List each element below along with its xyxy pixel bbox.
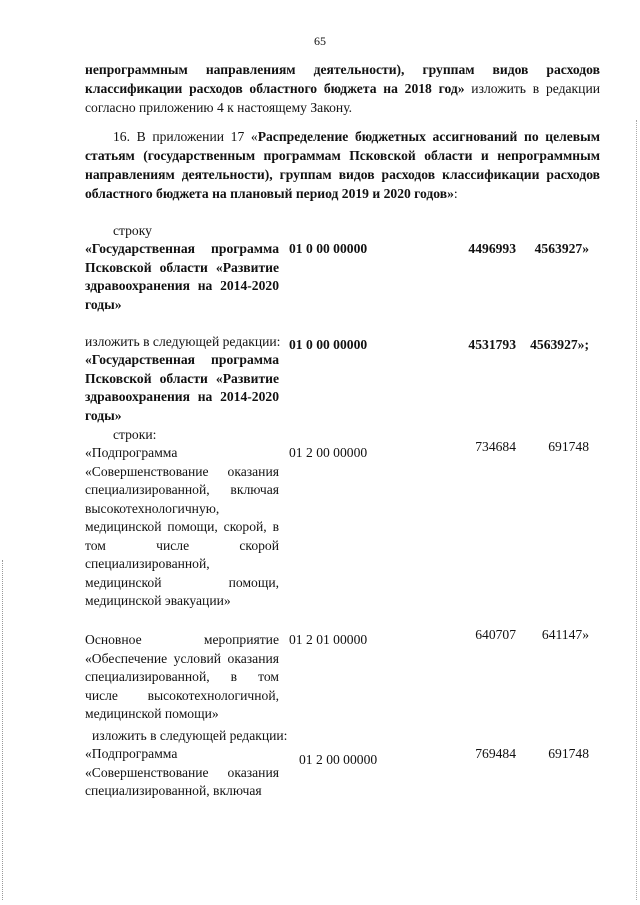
row-code-program-new: 01 0 00 00000 [289, 337, 368, 352]
intro-paragraph [85, 60, 600, 117]
row-value-2019-main-activity-old: 640707 [475, 627, 516, 642]
paragraph-16-tail: : [453, 186, 458, 201]
row-name-program-old: «Государственная программа Псковской области «Развитие здравоохранения на 2014-2020 годы» [85, 241, 279, 312]
paragraph-16-lead: 16. В приложении 17 « [113, 129, 258, 144]
row-code-subprogram-new: 01 2 00 00000 [299, 752, 378, 767]
intro-rest-text: изложить в редакции согласно приложению 4 к настоящему Закону. [85, 81, 600, 115]
label-new-edition-2: изложить в следующей редакции: [92, 728, 288, 743]
row-value-2020-program-new: 4563927»; [530, 337, 589, 352]
scan-edge-right [636, 120, 638, 900]
row-name-main-activity-old: Основное мероприятие «Обеспечение условий оказания специализированной, в том числе высокотехнологичной, медицинской помощи» [85, 632, 279, 721]
intro-bold-text: непрограммным направлениям деятельности), группам видов расходов классификации расходов областного бюджета на 2018 год» [85, 62, 600, 96]
scan-edge-left [2, 560, 4, 900]
label-rows-plural: строки: [113, 427, 157, 442]
row-code-subprogram-old: 01 2 00 00000 [289, 445, 368, 460]
row-value-2019-program-old: 4496993 [468, 241, 516, 256]
label-row-single: строку [113, 223, 152, 238]
row-value-2020-subprogram-old: 691748 [548, 439, 589, 454]
row-name-subprogram-new: «Подпрограмма «Совершенствование оказания специализированной, включая [85, 746, 279, 798]
row-code-program-old: 01 0 00 00000 [289, 241, 368, 256]
row-code-main-activity-old: 01 2 01 00000 [289, 632, 368, 647]
paragraph-16-bold: Распределение бюджетных ассигнований по целевым статьям (государственным программам Псковской области и непрограммным направлениям деятельности), группам видов расходов классификации расходов областного бюджета на плановый период 2019 и 2020 годов» [85, 129, 600, 201]
row-value-2019-subprogram-new: 769484 [475, 746, 516, 761]
row-value-2020-program-old: 4563927» [534, 241, 589, 256]
row-value-2020-main-activity-old: 641147» [541, 627, 589, 642]
row-value-2020-subprogram-new: 691748 [548, 746, 589, 761]
row-value-2019-program-new: 4531793 [468, 337, 516, 352]
label-new-edition-1: изложить в следующей редакции: [85, 334, 281, 349]
row-name-subprogram-old: «Подпрограмма «Совершенствование оказания специализированной, включая высокотехнологичную, медицинской помощи, скорой, в том числе скорой специализированной, медицинской помощи, медицинской эвакуации» [85, 445, 279, 608]
row-name-program-new: «Государственная программа Псковской области «Развитие здравоохранения на 2014-2020 годы» [85, 352, 279, 423]
paragraph-16 [85, 127, 600, 203]
page-number: 65 [314, 34, 326, 48]
row-value-2019-subprogram-old: 734684 [475, 439, 516, 454]
